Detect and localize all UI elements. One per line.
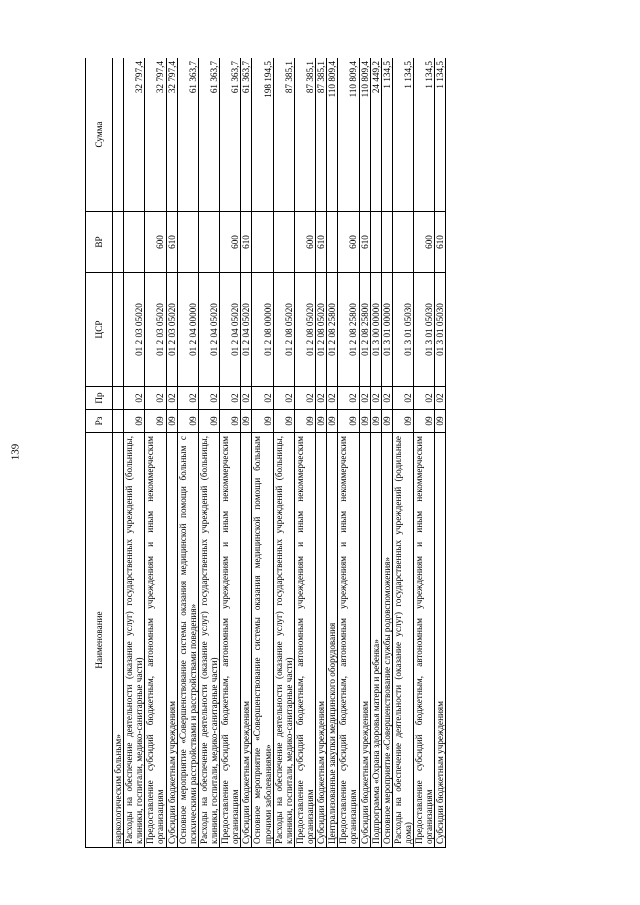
cell-vr: 610: [359, 212, 370, 273]
header-csr: ЦСР: [86, 273, 113, 387]
cell-sum: 61 363,7: [198, 58, 219, 212]
cell-csr: 01 2 04 05020: [220, 273, 241, 387]
cell-rz: 09: [381, 410, 392, 433]
cell-csr: 01 2 08 25800: [327, 273, 338, 387]
table-row: [252, 58, 273, 848]
cell-pr: 02: [294, 387, 315, 410]
cell-pr: 02: [145, 387, 166, 410]
cell-vr: [370, 212, 381, 273]
table-row: [145, 58, 166, 848]
cell-name: Субсидии бюджетным учреждениям: [435, 433, 446, 848]
cell-csr: 01 2 08 00000: [252, 273, 273, 387]
table-row: [414, 58, 435, 848]
table-row: [381, 58, 392, 848]
table-row: [294, 58, 315, 848]
table-body: [113, 58, 446, 848]
cell-sum: 1 134,5: [392, 58, 413, 212]
cell-csr: 01 2 08 25800: [359, 273, 370, 387]
cell-sum: 87 385,1: [294, 58, 315, 212]
cell-sum: 110 809,4: [338, 58, 359, 212]
cell-sum: 110 809,4: [359, 58, 370, 212]
budget-table: [85, 58, 446, 848]
cell-vr: 610: [316, 212, 327, 273]
cell-rz: 09: [370, 410, 381, 433]
cell-vr: [177, 212, 198, 273]
cell-pr: 02: [220, 387, 241, 410]
table-row: [166, 58, 177, 848]
cell-name: Предоставление субсидий бюджетным, автономным учреждениям и иным некоммерческим организациям: [145, 433, 166, 848]
cell-pr: 02: [166, 387, 177, 410]
cell-sum: 87 385,1: [316, 58, 327, 212]
cell-sum: 61 363,7: [241, 58, 252, 212]
cell-vr: 600: [338, 212, 359, 273]
cell-csr: 01 3 01 00000: [381, 273, 392, 387]
cell-vr: 600: [294, 212, 315, 273]
cell-name: Расходы на обеспечение деятельности (оказание услуг) государственных учреждений (больницы, клиники, госпитали, медико-санитарные части): [198, 433, 219, 848]
cell-rz: 09: [220, 410, 241, 433]
cell-sum: 1 134,5: [435, 58, 446, 212]
cell-csr: [113, 273, 124, 387]
cell-name: Субсидии бюджетным учреждениям: [316, 433, 327, 848]
cell-name: наркологическим больным»: [113, 433, 124, 848]
header-row: [86, 58, 113, 848]
cell-vr: [124, 212, 145, 273]
cell-csr: 01 2 08 25800: [338, 273, 359, 387]
cell-vr: [198, 212, 219, 273]
table-row: [124, 58, 145, 848]
header-rz: Рз: [86, 410, 113, 433]
table-row: [273, 58, 294, 848]
cell-name: Основное мероприятие «Совершенствование службы родовспоможения»: [381, 433, 392, 848]
table-row: [316, 58, 327, 848]
cell-sum: 61 363,7: [220, 58, 241, 212]
cell-pr: 02: [414, 387, 435, 410]
cell-rz: 09: [435, 410, 446, 433]
cell-rz: 09: [327, 410, 338, 433]
cell-pr: 02: [359, 387, 370, 410]
table-row: [220, 58, 241, 848]
cell-rz: 09: [316, 410, 327, 433]
cell-csr: 01 3 01 05030: [392, 273, 413, 387]
page-number: [0, 440, 30, 464]
header-name: Наименование: [86, 433, 113, 848]
cell-rz: 09: [294, 410, 315, 433]
cell-pr: 02: [198, 387, 219, 410]
cell-sum: 1 134,5: [414, 58, 435, 212]
table-row: [177, 58, 198, 848]
cell-name: Предоставление субсидий бюджетным, автономным учреждениям и иным некоммерческим организациям: [220, 433, 241, 848]
cell-pr: 02: [124, 387, 145, 410]
page-number-text: 139: [9, 443, 21, 461]
header-sum: Сумма: [86, 58, 113, 212]
cell-vr: 610: [166, 212, 177, 273]
cell-rz: 09: [392, 410, 413, 433]
cell-sum: 87 385,1: [273, 58, 294, 212]
cell-vr: 600: [145, 212, 166, 273]
cell-sum: 32 797,4: [166, 58, 177, 212]
cell-csr: 01 3 00 00000: [370, 273, 381, 387]
cell-rz: 09: [145, 410, 166, 433]
rotated-table-area: [85, 58, 571, 848]
cell-sum: 61 363,7: [177, 58, 198, 212]
cell-vr: 610: [241, 212, 252, 273]
cell-csr: 01 2 04 05020: [198, 273, 219, 387]
cell-name: Основное мероприятие «Совершенствование системы оказания медицинской помощи больным прочими заболеваниями»: [252, 433, 273, 848]
cell-rz: 09: [198, 410, 219, 433]
cell-vr: 600: [220, 212, 241, 273]
cell-pr: 02: [241, 387, 252, 410]
cell-pr: 02: [392, 387, 413, 410]
cell-rz: 09: [273, 410, 294, 433]
cell-name: Основное мероприятие «Совершенствование системы оказания медицинской помощи больным с психическими расстройствами и расстройствами поведения»: [177, 433, 198, 848]
cell-csr: 01 2 03 05020: [145, 273, 166, 387]
header-pr: Пр: [86, 387, 113, 410]
cell-vr: [273, 212, 294, 273]
header-vr: ВР: [86, 212, 113, 273]
cell-pr: 02: [435, 387, 446, 410]
table-row: [435, 58, 446, 848]
cell-name: Подпрограмма «Охрана здоровья матери и ребенка»: [370, 433, 381, 848]
cell-rz: 09: [338, 410, 359, 433]
cell-csr: 01 2 04 05020: [241, 273, 252, 387]
cell-pr: 02: [370, 387, 381, 410]
table-row: [198, 58, 219, 848]
table-row: [113, 58, 124, 848]
cell-rz: 09: [252, 410, 273, 433]
cell-sum: 198 194,5: [252, 58, 273, 212]
cell-name: Субсидии бюджетным учреждениям: [166, 433, 177, 848]
table-row: [241, 58, 252, 848]
cell-rz: 09: [166, 410, 177, 433]
cell-pr: 02: [252, 387, 273, 410]
cell-csr: 01 2 08 05020: [316, 273, 327, 387]
cell-name: Предоставление субсидий бюджетным, автономным учреждениям и иным некоммерческим организациям: [338, 433, 359, 848]
cell-csr: 01 2 04 00000: [177, 273, 198, 387]
cell-csr: 01 2 08 05020: [273, 273, 294, 387]
table-row: [359, 58, 370, 848]
cell-pr: 02: [316, 387, 327, 410]
cell-name: Субсидии бюджетным учреждениям: [241, 433, 252, 848]
cell-pr: 02: [273, 387, 294, 410]
cell-sum: 1 134,5: [381, 58, 392, 212]
cell-csr: 01 2 03 05020: [166, 273, 177, 387]
table-row: [392, 58, 413, 848]
cell-name: Предоставление субсидий бюджетным, автономным учреждениям и иным некоммерческим организациям: [414, 433, 435, 848]
cell-vr: 610: [435, 212, 446, 273]
table-row: [338, 58, 359, 848]
rotated-table-container: [85, 58, 571, 848]
cell-rz: 09: [124, 410, 145, 433]
cell-rz: 09: [414, 410, 435, 433]
cell-pr: 02: [327, 387, 338, 410]
cell-sum: 24 449,2: [370, 58, 381, 212]
cell-rz: 09: [177, 410, 198, 433]
cell-pr: 02: [177, 387, 198, 410]
cell-csr: 01 2 03 05020: [124, 273, 145, 387]
cell-name: Расходы на обеспечение деятельности (оказание услуг) государственных учреждений (больницы, клиники, госпитали, медико-санитарные части): [124, 433, 145, 848]
cell-sum: [113, 58, 124, 212]
cell-name: Расходы на обеспечение деятельности (оказание услуг) государственных учреждений (больницы, клиники, госпитали, медико-санитарные части): [273, 433, 294, 848]
cell-sum: 32 797,4: [124, 58, 145, 212]
cell-pr: [113, 387, 124, 410]
cell-csr: 01 3 01 05030: [435, 273, 446, 387]
cell-sum: 32 797,4: [145, 58, 166, 212]
cell-name: Централизованные закупки медицинского оборудования: [327, 433, 338, 848]
cell-vr: [327, 212, 338, 273]
cell-pr: 02: [381, 387, 392, 410]
cell-name: Предоставление субсидий бюджетным, автономным учреждениям и иным некоммерческим организациям: [294, 433, 315, 848]
cell-sum: 110 809,4: [327, 58, 338, 212]
cell-csr: 01 2 08 05020: [294, 273, 315, 387]
cell-vr: [392, 212, 413, 273]
table-header: [86, 58, 113, 848]
cell-vr: [252, 212, 273, 273]
cell-vr: 600: [414, 212, 435, 273]
table-row: [327, 58, 338, 848]
cell-pr: 02: [338, 387, 359, 410]
cell-csr: 01 3 01 05030: [414, 273, 435, 387]
cell-rz: 09: [359, 410, 370, 433]
cell-vr: [381, 212, 392, 273]
cell-name: Субсидии бюджетным учреждениям: [359, 433, 370, 848]
cell-vr: [113, 212, 124, 273]
table-row: [370, 58, 381, 848]
cell-rz: 09: [241, 410, 252, 433]
cell-name: Расходы на обеспечение деятельности (оказание услуг) государственных учреждений (родильные дома): [392, 433, 413, 848]
cell-rz: [113, 410, 124, 433]
